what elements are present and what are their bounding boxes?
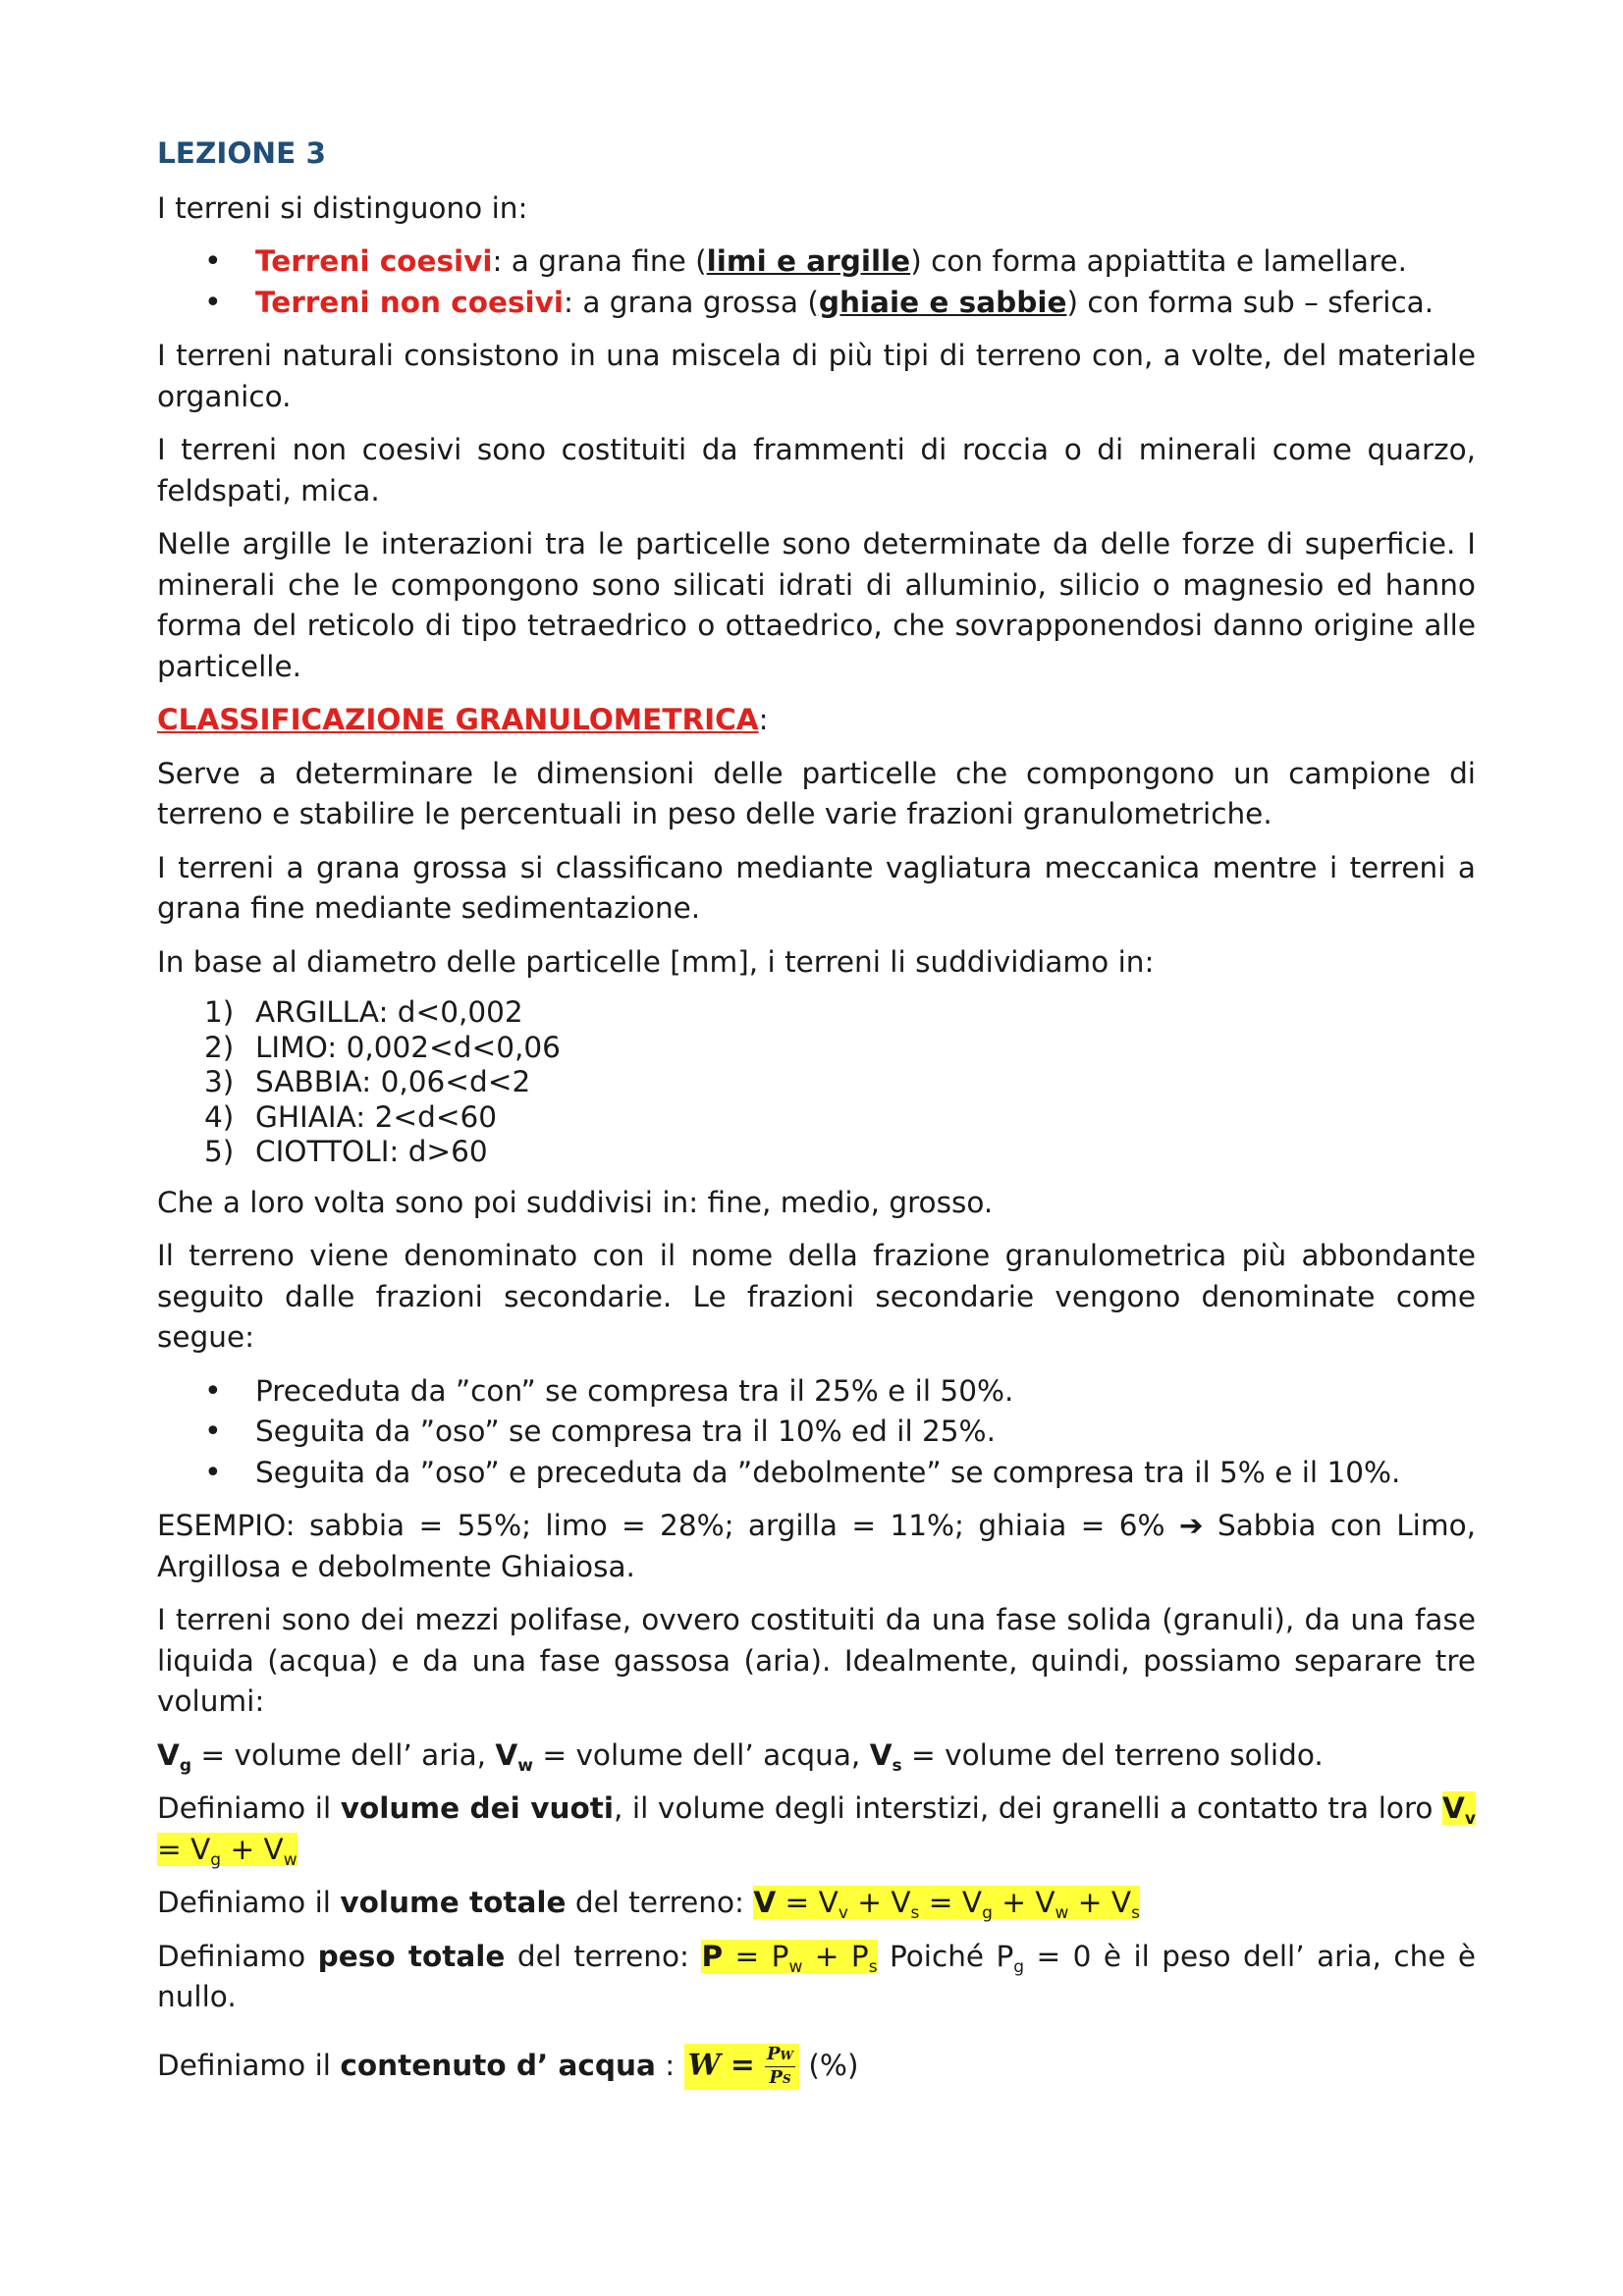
section-title: CLASSIFICAZIONE GRANULOMETRICA <box>157 703 759 736</box>
list-item: • Seguita da ”oso” e preceduta da ”debolmente” se compresa tra il 5% e il 10%. <box>157 1453 1476 1494</box>
paragraph: Nelle argille le interazioni tra le particelle sono determinate da delle forze di superficie. I minerali che le compongono sono silicati idrati di alluminio, silicio o magnesio ed hanno forma del reticolo di tipo tetraedrico o ottaedrico, che sovrapponendosi danno origine alle particelle. <box>157 527 1476 683</box>
list-item: • Terreni non coesivi: a grana grossa (ghiaie e sabbie) con forma sub – sferica. <box>157 283 1476 324</box>
section-heading: CLASSIFICAZIONE GRANULOMETRICA: <box>157 703 769 736</box>
paragraph: In base al diametro delle particelle [mm], i terreni li suddividiamo in: <box>157 944 1155 979</box>
page-title: LEZIONE 3 <box>157 136 327 170</box>
paragraph: I terreni naturali consistono in una miscela di più tipi di terreno con, a volte, del materiale organico. <box>157 339 1476 413</box>
document-page <box>157 133 1476 2103</box>
total-volume-definition: Definiamo il volume totale del terreno: $V = V_v + V_s = V_g + V_w + V_s$ <box>157 1886 1140 1923</box>
naming-rules-list <box>157 1371 1476 1494</box>
emphasis: limi e argille <box>706 244 911 278</box>
weight-formula: $P = P_w + P_s$ <box>701 1939 878 1977</box>
emphasis: ghiaie e sabbie <box>818 285 1067 319</box>
paragraph: I terreni non coesivi sono costituiti da frammenti di roccia o di minerali come quarzo, feldspati, mica. <box>157 433 1476 507</box>
list-item: • Terreni coesivi: a grana fine (limi e argille) con forma appiattita e lamellare. <box>157 241 1476 283</box>
term: Terreni coesivi <box>255 244 493 278</box>
example-paragraph: ESEMPIO: sabbia = 55%; limo = 28%; argilla = 11%; ghiaia = 6% ➔ Sabbia con Limo, Argillosa e debolmente Ghiaiosa. <box>157 1509 1476 1583</box>
list-item: • Preceduta da ”con” se compresa tra il 25% e il 50%. <box>157 1371 1476 1413</box>
list-item: 5) CIOTTOLI: d>60 <box>204 1135 488 1168</box>
paragraph: I terreni a grana grossa si classificano mediante vagliatura meccanica mentre i terreni a grana fine mediante sedimentazione. <box>157 850 1476 925</box>
paragraph: Il terreno viene denominato con il nome della frazione granulometrica più abbondante seguito dalle frazioni secondarie. Le frazioni secondarie vengono denominate come segue: <box>157 1239 1476 1354</box>
term: Terreni non coesivi <box>255 285 565 319</box>
weight-definition: Definiamo peso totale del terreno: $P = P_w + P_s$ Poiché $P_g = 0$ è il peso dell’ aria, che è nullo. <box>157 1939 1477 2013</box>
paragraph: Che a loro volta sono poi suddivisi in: fine, medio, grosso. <box>157 1185 994 1219</box>
list-item: • Seguita da ”oso” se compresa tra il 10% ed il 25%. <box>157 1412 1476 1453</box>
volumes-definition: $V_g$ = volume dell’ aria, $V_w$ = volume dell’ acqua, $V_s$ = volume del terreno solido. <box>157 1737 1324 1776</box>
list-item: 2) LIMO: 0,002<d<0,06 <box>204 1030 561 1064</box>
list-item: 1) ARGILLA: d<0,002 <box>204 995 523 1029</box>
water-content-definition: Definiamo il contenuto d’ acqua : W = $\frac{PW}{PS}$ (%) <box>157 2043 859 2088</box>
size-classes-list <box>157 995 1476 1170</box>
soil-types-list <box>157 241 1476 323</box>
list-item: 3) SABBIA: 0,06<d<2 <box>204 1065 531 1098</box>
voids-formula: $V_v = V_g + V_w$ <box>157 1791 1476 1870</box>
paragraph: Serve a determinare le dimensioni delle particelle che compongono un campione di terreno e stabilire le percentuali in peso delle varie frazioni granulometriche. <box>157 756 1476 830</box>
intro-text: I terreni si distinguono in: <box>157 190 528 225</box>
voids-definition: Definiamo il volume dei vuoti, il volume degli interstizi, dei granelli a contatto tra loro $V_v = V_g + V_w$ <box>157 1791 1476 1870</box>
total-volume-formula: $V = V_v + V_s = V_g + V_w + V_s$ <box>753 1886 1140 1923</box>
fraction: $\frac{PW}{PS}$ <box>767 2043 794 2088</box>
water-content-formula: W = $\frac{PW}{PS}$ <box>684 2044 799 2090</box>
list-item: 4) GHIAIA: 2<d<60 <box>204 1099 498 1134</box>
paragraph: I terreni sono dei mezzi polifase, ovvero costituiti da una fase solida (granuli), da una fase liquida (acqua) e da una fase gassosa (aria). Idealmente, quindi, possiamo separare tre volumi: <box>157 1603 1476 1718</box>
